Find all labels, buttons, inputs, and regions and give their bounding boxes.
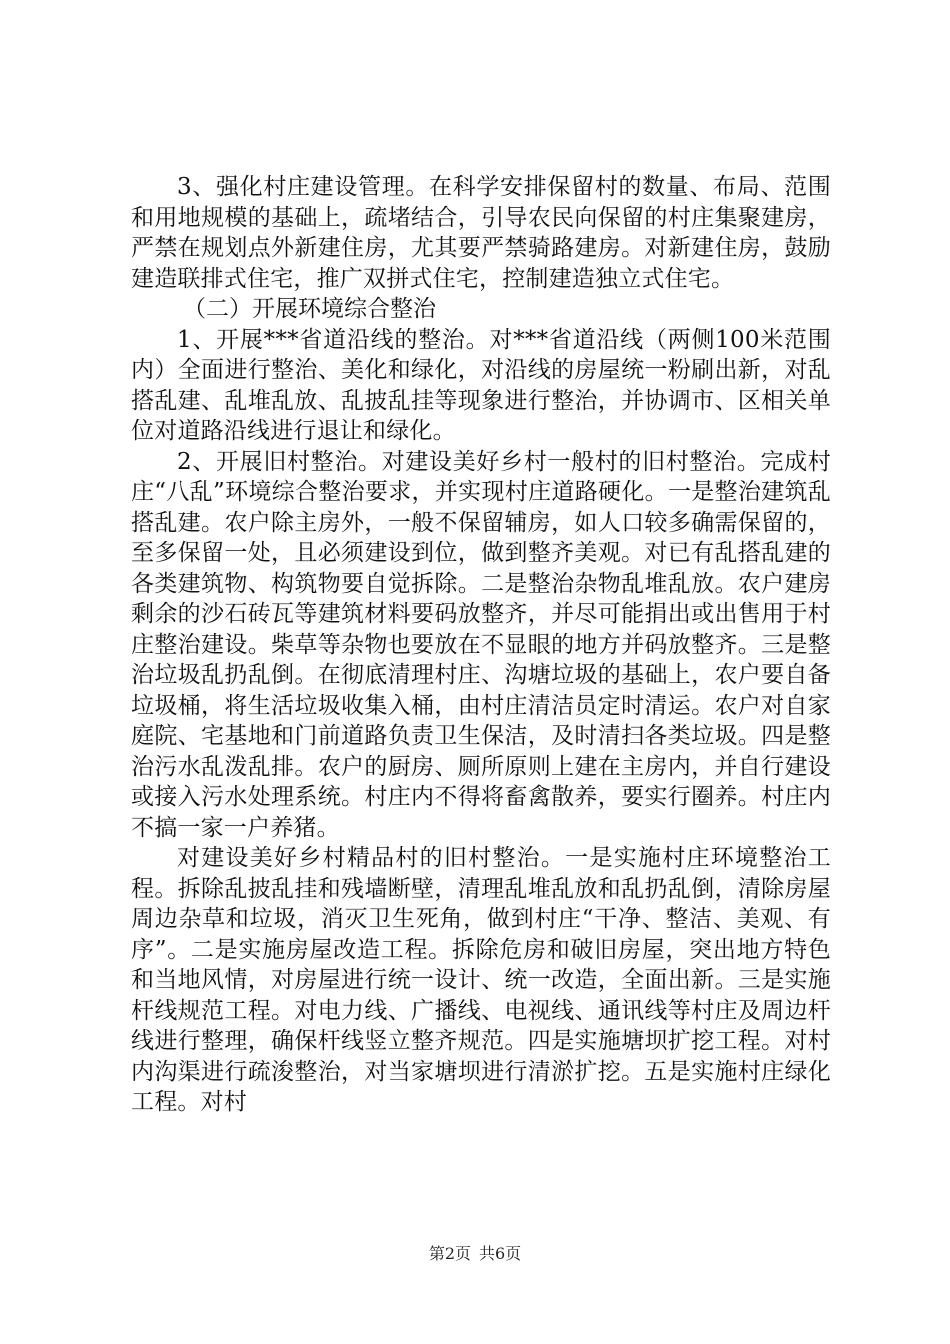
- page-footer: [0, 1244, 950, 1264]
- paragraph-boutique-village: 对建设美好乡村精品村的旧村整治。一是实施村庄环境整治工程。拆除乱披乱挂和残墙断壁，清理乱堆乱放和乱扔乱倒，清除房屋周边杂草和垃圾，消灭卫生死角，做到村庄“干净、整洁、美观、有序”。二是实施房屋改造工程。拆除危房和破旧房屋，突出地方特色和当地风情，对房屋进行统一设计、统一改造，全面出新。三是实施杆线规范工程。对电力线、广播线、电视线、通讯线等村庄及周边杆线进行整理，确保杆线竖立整齐规范。四是实施塘坝扩挖工程。对村内沟渠进行疏浚整治，对当家塘坝进行清淤扩挖。五是实施村庄绿化工程。对村: [131, 845, 831, 1115]
- section-heading-environment: （二）开展环境综合整治: [183, 296, 436, 322]
- page-number: 第2页: [428, 1244, 471, 1263]
- paragraph-village-construction: 3、强化村庄建设管理。在科学安排保留村的数量、布局、范围和用地规模的基础上，疏堵结合，引导农民向保留的村庄集聚建房，严禁在规划点外新建住房，尤其要严禁骑路建房。对新建住房，鼓励建造联排式住宅，推广双拼式住宅，控制建造独立式住宅。: [131, 174, 831, 292]
- page-total: 共6页: [479, 1244, 522, 1263]
- paragraph-provincial-road: 1、开展***省道沿线的整治。对***省道沿线（两侧100米范围内）全面进行整治、美化和绿化，对沿线的房屋统一粉刷出新，对乱搭乱建、乱堆乱放、乱披乱挂等现象进行整治，并协调市、区相关单位对道路沿线进行退让和绿化。: [131, 326, 831, 444]
- document-body: [131, 172, 831, 1118]
- paragraph-old-village: 2、开展旧村整治。对建设美好乡村一般村的旧村整治。完成村庄“八乱”环境综合整治要求，并实现村庄道路硬化。一是整治建筑乱搭乱建。农户除主房外，一般不保留辅房，如人口较多确需保留的，至多保留一处，且必须建设到位，做到整齐美观。对已有乱搭乱建的各类建筑物、构筑物要自觉拆除。二是整治杂物乱堆乱放。农户建房剩余的沙石砖瓦等建筑材料要码放整齐，并尽可能捐出或出售用于村庄整治建设。柴草等杂物也要放在不显眼的地方并码放整齐。三是整治垃圾乱扔乱倒。在彻底清理村庄、沟塘垃圾的基础上，农户要自备垃圾桶，将生活垃圾收集入桶，由村庄清洁员定时清运。农户对自家庭院、宅基地和门前道路负责卫生保洁，及时清扫各类垃圾。四是整治污水乱泼乱排。农户的厨房、厕所原则上建在主房内，并自行建设或接入污水处理系统。村庄内不得将畜禽散养，要实行圈养。村庄内不搞一家一户养猪。: [131, 448, 831, 841]
